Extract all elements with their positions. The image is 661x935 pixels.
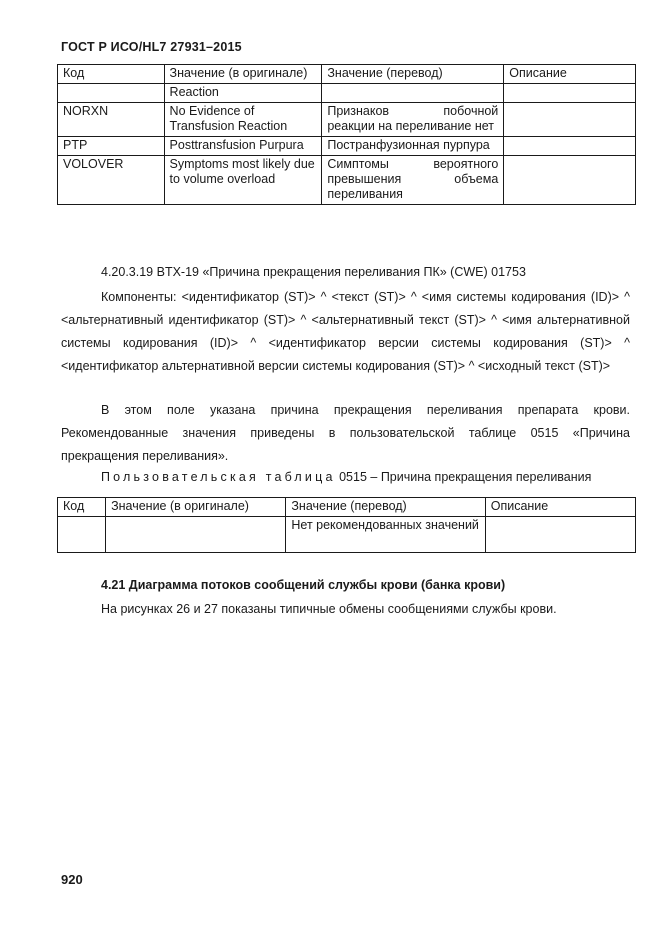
description-paragraph: В этом поле указана причина прекращения переливания препарата крови. Рекомендованные значения приведены в пользовательской таблице 0515 «Причина прекращения переливания». <box>61 403 630 463</box>
cell-translation: Нет рекомендованных значений <box>286 517 485 553</box>
cell-description <box>504 156 636 205</box>
cell-code <box>58 517 106 553</box>
section-subtitle: 4.20.3.19 BTX-19 «Причина прекращения переливания ПК» (CWE) 01753 <box>101 265 526 279</box>
table-row <box>58 137 636 156</box>
column-header-original: Значение (в оригинале) <box>106 498 286 517</box>
table-header-row <box>58 498 636 517</box>
document-header: ГОСТ Р ИСО/HL7 27931–2015 <box>61 40 242 54</box>
table-row <box>58 517 636 553</box>
cell-description <box>504 137 636 156</box>
column-header-translation: Значение (перевод) <box>286 498 485 517</box>
cell-translation <box>322 84 504 103</box>
cell-description <box>485 517 635 553</box>
cell-description <box>504 84 636 103</box>
table-row <box>58 84 636 103</box>
cell-original: Reaction <box>164 84 322 103</box>
column-header-code: Код <box>58 65 165 84</box>
user-table-0515 <box>57 497 636 553</box>
section-text: На рисунках 26 и 27 показаны типичные обмены сообщениями службы крови. <box>101 602 557 616</box>
cell-translation: Постранфузионная пурпура <box>322 137 504 156</box>
table-caption-rest: 0515 – Причина прекращения переливания <box>339 470 592 484</box>
cell-code <box>58 84 165 103</box>
cell-description <box>504 103 636 137</box>
cell-code: VOLOVER <box>58 156 165 205</box>
components-paragraph: Компоненты: <идентификатор (ST)> ^ <текст (ST)> ^ <имя системы кодирования (ID)> ^ <альтернативный идентификатор (ST)> ^ <альтернативный текст (ST)> ^ <имя альтернативной системы кодирования (ID)> ^ <идентификатор версии системы кодирования (ST)> ^ <идентификатор альтернативной версии системы кодирования (ST)> ^ <исходный текст (ST)> <box>61 290 630 373</box>
section-title: 4.21 Диаграмма потоков сообщений службы крови (банка крови) <box>101 578 506 592</box>
table-row <box>58 103 636 137</box>
column-header-code: Код <box>58 498 106 517</box>
cell-translation: Симптомы вероятного превышения объема переливания <box>322 156 504 205</box>
table-caption <box>101 470 591 484</box>
column-header-description: Описание <box>485 498 635 517</box>
cell-translation: Признаков побочной реакции на переливание нет <box>322 103 504 137</box>
cell-original: No Evidence of Transfusion Reaction <box>164 103 322 137</box>
cell-code: PTP <box>58 137 165 156</box>
table-row <box>58 156 636 205</box>
cell-original: Symptoms most likely due to volume overload <box>164 156 322 205</box>
cell-original: Posttransfusion Purpura <box>164 137 322 156</box>
page-number: 920 <box>61 872 83 887</box>
codes-table <box>57 64 636 205</box>
table-header-row <box>58 65 636 84</box>
column-header-original: Значение (в оригинале) <box>164 65 322 84</box>
table-caption-prefix: Пользовательская таблица <box>101 470 336 484</box>
cell-original <box>106 517 286 553</box>
column-header-description: Описание <box>504 65 636 84</box>
column-header-translation: Значение (перевод) <box>322 65 504 84</box>
cell-code: NORXN <box>58 103 165 137</box>
